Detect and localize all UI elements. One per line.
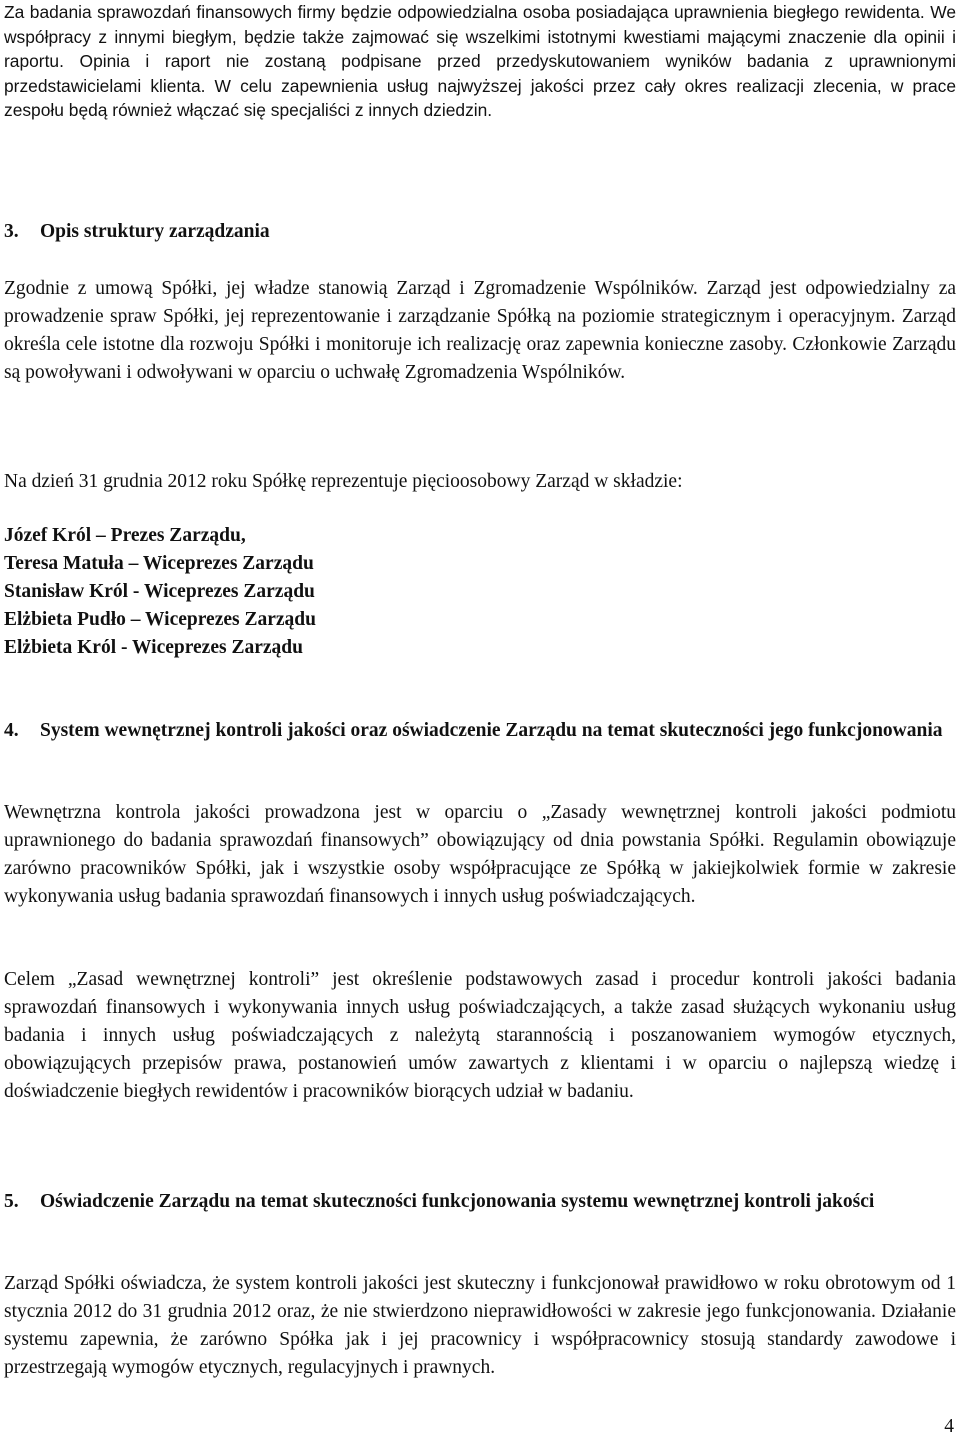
intro-paragraph: Za badania sprawozdań finansowych firmy będzie odpowiedzialna osoba posiadająca uprawnienia biegłego rewidenta. We współpracy z innymi biegłym, będzie także zajmować się wszelkimi istotnymi kwestiami mającymi znaczenie dla opinii i raportu. Opinia i raport nie zostaną podpisane przed przedyskutowaniem wyników badania z uprawnionymi przedstawicielami klienta. W celu zapewnienia usług najwyższej jakości przez cały okres realizacji zlecenia, w prace zespołu będą również włączać się specjaliści z innych dziedzin. <box>4 2 956 120</box>
section-3-paragraph-2: Na dzień 31 grudnia 2012 roku Spółkę reprezentuje pięcioosobowy Zarząd w składzie: <box>4 471 683 492</box>
board-member: Józef Król – Prezes Zarządu, <box>4 525 246 546</box>
section-5-title: Oświadczenie Zarządu na temat skuteczności funkcjonowania systemu wewnętrznej kontroli jakości <box>40 1191 875 1212</box>
section-5-heading <box>4 1188 956 1216</box>
board-members-list <box>4 522 956 662</box>
section-3-number: 3. <box>4 221 19 242</box>
section-3-heading <box>4 218 956 246</box>
document-page <box>4 0 956 1444</box>
board-member: Elżbieta Pudło – Wiceprezes Zarządu <box>4 609 316 630</box>
section-4-title: System wewnętrznej kontroli jakości oraz oświadczenie Zarządu na temat skuteczności jego funkcjonowania <box>40 720 943 741</box>
section-4-paragraph-2: Celem „Zasad wewnętrznej kontroli” jest określenie podstawowych zasad i procedur kontroli jakości badania sprawozdań finansowych i wykonywania innych usług poświadczających, a także zasad służących wykonaniu usług badania i innych usług poświadczających z należytą starannością i poszanowaniem wymogów etycznych, obowiązujących przepisów prawa, postanowień umów zawartych z klientami i w oparciu o najlepszą wiedzę i doświadczenie biegłych rewidentów i pracowników biorących udział w badaniu. <box>4 969 956 1102</box>
section-4-paragraph-1: Wewnętrzna kontrola jakości prowadzona jest w oparciu o „Zasady wewnętrznej kontroli jakości podmiotu uprawnionego do badania sprawozdań finansowych” obowiązujący od dnia powstania Spółki. Regulamin obowiązuje zarówno pracowników Spółki, jak i wszystkie osoby współpracujące ze Spółką w jakiejkolwiek formie w zakresie wykonywania usług badania sprawozdań finansowych i innych usług poświadczających. <box>4 802 956 907</box>
board-member: Elżbieta Król - Wiceprezes Zarządu <box>4 637 303 658</box>
section-3-title: Opis struktury zarządzania <box>40 221 270 242</box>
section-4-heading <box>4 717 956 745</box>
section-4-number: 4. <box>4 720 19 741</box>
board-member: Teresa Matuła – Wiceprezes Zarządu <box>4 553 314 574</box>
page-number: 4 <box>944 1416 954 1437</box>
section-5-number: 5. <box>4 1191 19 1212</box>
board-member: Stanisław Król - Wiceprezes Zarządu <box>4 581 315 602</box>
section-5-paragraph-1: Zarząd Spółki oświadcza, że system kontroli jakości jest skuteczny i funkcjonował prawidłowo w roku obrotowym od 1 stycznia 2012 do 31 grudnia 2012 oraz, że nie stwierdzono nieprawidłowości w zakresie jego funkcjonowania. Działanie systemu zapewnia, że zarówno Spółka jak i jej pracownicy i współpracownicy stosują standardy zawodowe i przestrzegają wymogów etycznych, regulacyjnych i prawnych. <box>4 1273 956 1378</box>
section-3-paragraph-1: Zgodnie z umową Spółki, jej władze stanowią Zarząd i Zgromadzenie Wspólników. Zarząd jest odpowiedzialny za prowadzenie spraw Spółki, jej reprezentowanie i zarządzanie Spółką na poziomie strategicznym i operacyjnym. Zarząd określa cele istotne dla rozwoju Spółki i monitoruje ich realizację oraz zapewnia konieczne zasoby. Członkowie Zarządu są powoływani i odwoływani w oparciu o uchwałę Zgromadzenia Wspólników. <box>4 278 956 383</box>
